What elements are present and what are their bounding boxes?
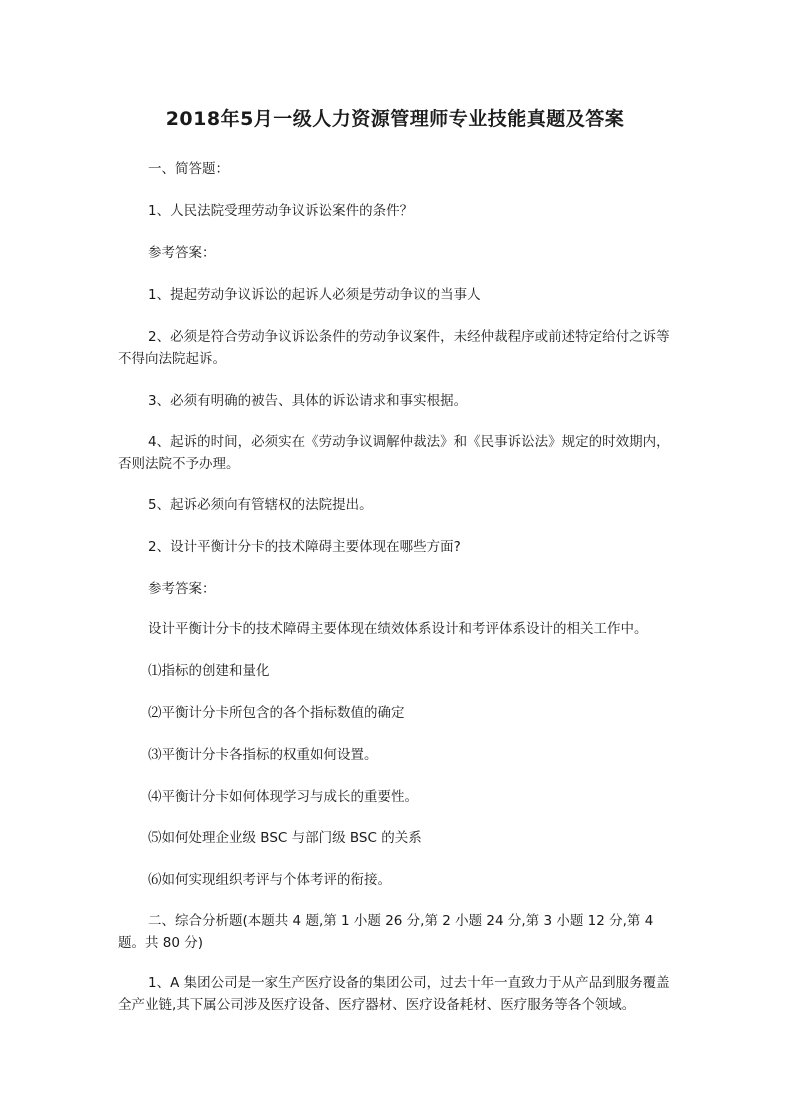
answer-2-item-4: ⑷平衡计分卡如何体现学习与成长的重要性。 xyxy=(148,789,418,805)
question-2: 2、设计平衡计分卡的技术障碍主要体现在哪些方面? xyxy=(148,539,461,555)
answer-label-1: 参考答案： xyxy=(148,245,216,261)
answer-2-intro: 设计平衡计分卡的技术障碍主要体现在绩效体系设计和考评体系设计的相关工作中。 xyxy=(148,621,648,637)
answer-label-2: 参考答案： xyxy=(148,581,216,597)
question-1: 1、人民法院受理劳动争议诉讼案件的条件？ xyxy=(148,203,414,219)
section-heading-short-answer: 一、简答题： xyxy=(148,161,229,177)
answer-2-item-1: ⑴指标的创建和量化 xyxy=(148,663,270,679)
answer-1-item-5: 5、起诉必须向有管辖权的法院提出。 xyxy=(148,497,373,513)
answer-1-item-4: 4、起诉的时间，必须实在《劳动争议调解仲裁法》和《民事诉讼法》规定的时效期内，否则法院不予办理。 xyxy=(118,434,670,472)
section-heading-analysis: 二、综合分析题(本题共 4 题,第 1 小题 26 分,第 2 小题 24 分,第 3 小题 12 分,第 4 题。共 80 分) xyxy=(118,913,654,951)
answer-1-item-3: 3、必须有明确的被告、具体的诉讼请求和事实根据。 xyxy=(148,393,468,409)
answer-2-item-5: ⑸如何处理企业级 BSC 与部门级 BSC 的关系 xyxy=(148,830,422,846)
answer-2-item-6: ⑹如何实现组织考评与个体考评的衔接。 xyxy=(148,872,391,888)
answer-1-item-2: 2、必须是符合劳动争议诉讼条件的劳动争议案件，未经仲裁程序或前述特定给付之诉等不得向法院起诉。 xyxy=(118,329,670,367)
answer-2-item-3: ⑶平衡计分卡各指标的权重如何设置。 xyxy=(148,747,378,763)
case-1-intro: 1、A 集团公司是一家生产医疗设备的集团公司，过去十年一直致力于从产品到服务覆盖全产业链,其下属公司涉及医疗设备、医疗器材、医疗设备耗材、医疗服务等各个领域。 xyxy=(118,975,670,1013)
answer-1-item-1: 1、提起劳动争议诉讼的起诉人必须是劳动争议的当事人 xyxy=(148,287,481,303)
document-title: 2018年5月一级人力资源管理师专业技能真题及答案 xyxy=(165,108,625,130)
answer-2-item-2: ⑵平衡计分卡所包含的各个指标数值的确定 xyxy=(148,705,405,721)
